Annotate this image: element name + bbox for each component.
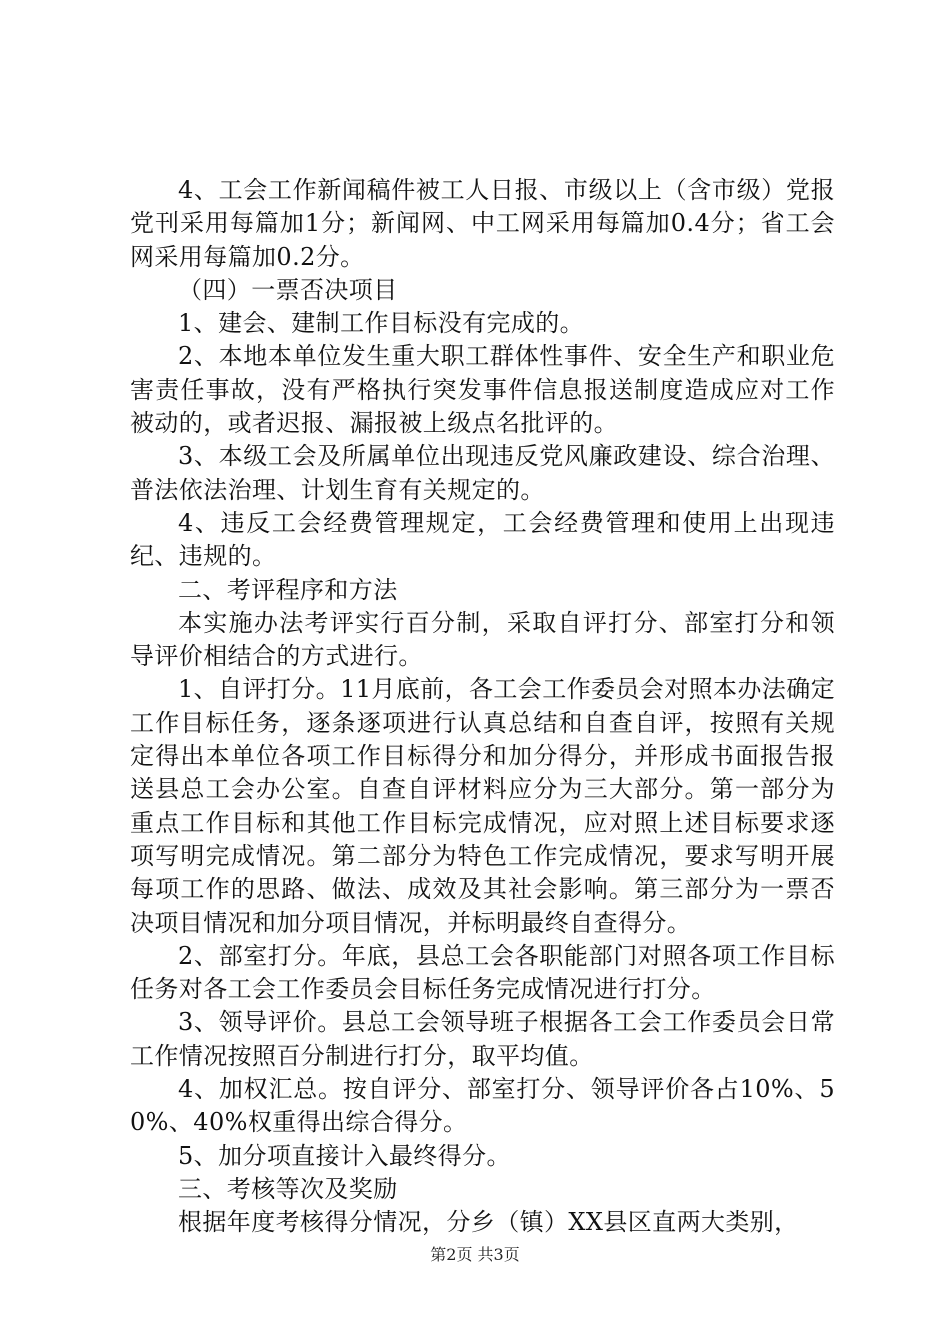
heading-veto-items: （四）一票否决项目 — [178, 275, 398, 304]
paragraph-veto-1: 1、建会、建制工作目标没有完成的。 — [178, 309, 585, 338]
paragraph-veto-2: 2、本地本单位发生重大职工群体性事件、安全生产和职业危害责任事故，没有严格执行突发事件信息报送制度造成应对工作被动的，或者迟报、漏报被上级点名批评的。 — [130, 342, 835, 438]
paragraph-leader-evaluation: 3、领导评价。县总工会领导班子根据各工会工作委员会日常工作情况按照百分制进行打分，取平均值。 — [130, 1008, 835, 1070]
paragraph-grades-intro: 根据年度考核得分情况，分乡（镇）XX县区直两大类别， — [178, 1208, 799, 1237]
paragraph-department-scoring: 2、部室打分。年底，县总工会各职能部门对照各项工作目标任务对各工会工作委员会目标任务完成情况进行打分。 — [130, 941, 835, 1004]
paragraph-bonus-points: 5、加分项直接计入最终得分。 — [178, 1141, 511, 1170]
paragraph-evaluation-intro: 本实施办法考评实行百分制，采取自评打分、部室打分和领导评价相结合的方式进行。 — [130, 608, 835, 671]
page-number-footer: 第2页 共3页 — [430, 1245, 520, 1264]
paragraph-veto-3: 3、本级工会及所属单位出现违反党风廉政建设、综合治理、普法依法治理、计划生育有关规定的。 — [130, 442, 835, 504]
heading-evaluation-procedure: 二、考评程序和方法 — [178, 575, 398, 604]
document-body — [130, 174, 835, 1240]
heading-grades-rewards: 三、考核等次及奖励 — [178, 1174, 398, 1203]
paragraph-veto-4: 4、违反工会经费管理规定，工会经费管理和使用上出现违纪、违规的。 — [130, 508, 835, 571]
paragraph-news-points: 4、工会工作新闻稿件被工人日报、市级以上（含市级）党报党刊采用每篇加1分；新闻网、中工网采用每篇加0.4分；省工会网采用每篇加0.2分。 — [130, 176, 835, 271]
paragraph-weighted-summary: 4、加权汇总。按自评分、部室打分、领导评价各占10%、50%、40%权重得出综合得分。 — [130, 1075, 835, 1137]
paragraph-self-evaluation: 1、自评打分。11月底前，各工会工作委员会对照本办法确定工作目标任务，逐条逐项进行认真总结和自查自评，按照有关规定得出本单位各项工作目标得分和加分得分，并形成书面报告报送县总工会办公室。自查自评材料应分为三大部分。第一部分为重点工作目标和其他工作目标完成情况，应对照上述目标要求逐项写明完成情况。第二部分为特色工作完成情况，要求写明开展每项工作的思路、做法、成效及其社会影响。第三部分为一票否决项目情况和加分项目情况，并标明最终自查得分。 — [130, 675, 836, 937]
